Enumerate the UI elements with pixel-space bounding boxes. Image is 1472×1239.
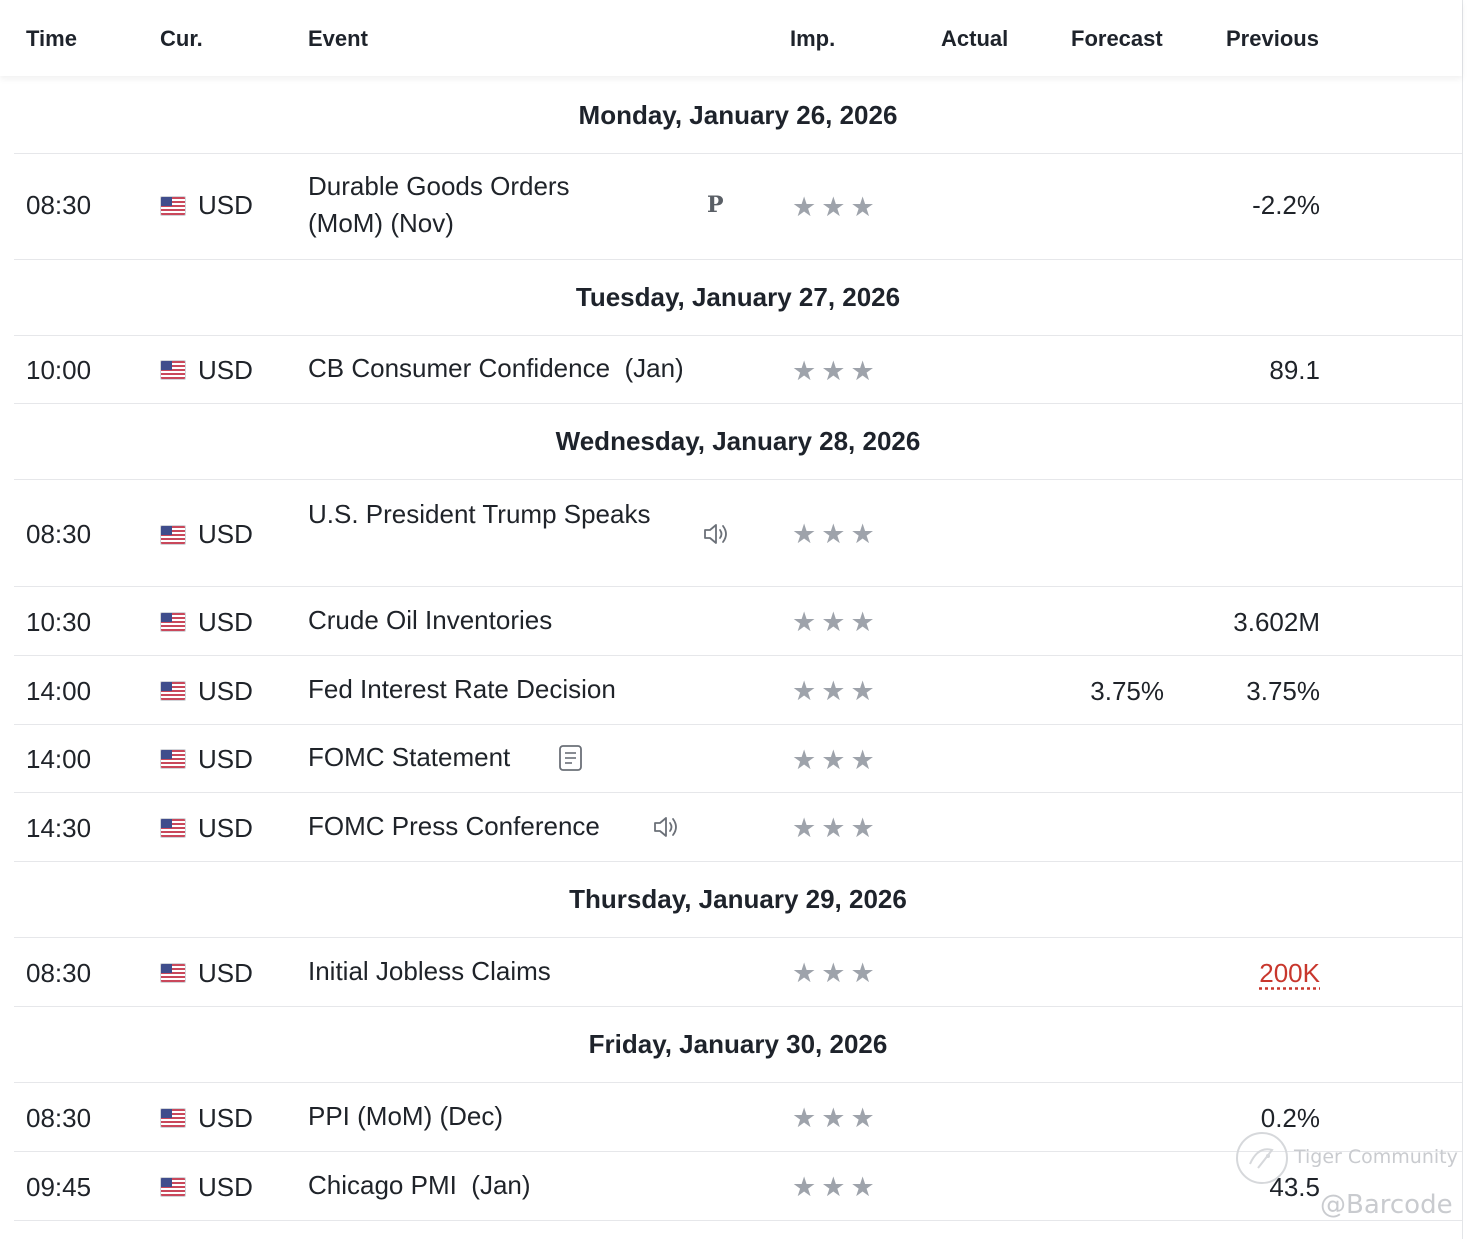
- us-flag-icon: [160, 612, 186, 632]
- star-icon: ★: [792, 745, 817, 775]
- star-icon: ★: [850, 676, 875, 706]
- star-icon: ★: [792, 1103, 817, 1133]
- importance-stars: [792, 521, 880, 547]
- header-forecast[interactable]: Forecast: [1071, 26, 1163, 51]
- date-header-monday: [14, 77, 1462, 154]
- event-previous: 89.1: [1269, 355, 1320, 385]
- table-row[interactable]: [14, 725, 1462, 793]
- star-icon: ★: [792, 813, 817, 843]
- star-icon: ★: [821, 676, 846, 706]
- event-currency: USD: [198, 676, 253, 706]
- star-icon: ★: [792, 519, 817, 549]
- us-flag-icon: [160, 818, 186, 838]
- date-label: Wednesday, January 28, 2026: [555, 426, 921, 456]
- watermark-brand: Tiger Community: [1294, 1146, 1458, 1168]
- us-flag-icon: [160, 360, 186, 380]
- watermark-handle: @Barcode: [1320, 1190, 1453, 1220]
- event-currency: USD: [198, 607, 253, 637]
- star-icon: ★: [850, 813, 875, 843]
- importance-stars: [792, 1174, 880, 1200]
- star-icon: ★: [850, 356, 875, 386]
- star-icon: ★: [792, 356, 817, 386]
- star-icon: ★: [821, 958, 846, 988]
- date-label: Tuesday, January 27, 2026: [575, 282, 901, 312]
- date-label: Thursday, January 29, 2026: [569, 884, 907, 914]
- star-icon: ★: [821, 813, 846, 843]
- importance-stars: [792, 678, 880, 704]
- importance-stars: [792, 747, 880, 773]
- us-flag-icon: [160, 749, 186, 769]
- preliminary-badge-icon: P: [707, 192, 724, 218]
- table-row[interactable]: [14, 656, 1462, 725]
- event-time: 14:00: [26, 676, 92, 706]
- header-previous[interactable]: Previous: [1226, 26, 1319, 51]
- importance-stars: [792, 194, 880, 220]
- importance-stars: [792, 1105, 880, 1131]
- event-previous: 43.5: [1269, 1172, 1320, 1202]
- us-flag-icon: [160, 681, 186, 701]
- event-currency: USD: [198, 744, 253, 774]
- date-header-tuesday: [14, 260, 1462, 336]
- tiger-logo-icon: [1236, 1132, 1288, 1184]
- header-currency[interactable]: Cur.: [160, 26, 203, 51]
- event-previous: -2.2%: [1252, 190, 1320, 220]
- event-time: 10:00: [26, 355, 92, 385]
- event-currency: USD: [198, 355, 253, 385]
- star-icon: ★: [850, 745, 875, 775]
- us-flag-icon: [160, 196, 186, 216]
- star-icon: ★: [850, 519, 875, 549]
- event-previous: 3.75%: [1246, 676, 1320, 706]
- header-event[interactable]: Event: [308, 26, 368, 51]
- event-previous: 3.602M: [1233, 607, 1320, 637]
- event-name[interactable]: Initial Jobless Claims: [308, 956, 551, 986]
- star-icon: ★: [821, 356, 846, 386]
- us-flag-icon: [160, 963, 186, 983]
- event-previous: 0.2%: [1260, 1103, 1320, 1133]
- table-row[interactable]: [14, 480, 1462, 587]
- table-right-border: [1462, 0, 1463, 1239]
- event-time: 08:30: [26, 190, 92, 220]
- star-icon: ★: [850, 958, 875, 988]
- star-icon: ★: [792, 958, 817, 988]
- header-importance[interactable]: Imp.: [790, 26, 836, 51]
- star-icon: ★: [792, 192, 817, 222]
- event-name[interactable]: Crude Oil Inventories: [308, 605, 553, 635]
- event-name[interactable]: U.S. President Trump Speaks: [308, 499, 651, 529]
- star-icon: ★: [792, 607, 817, 637]
- event-time: 09:45: [26, 1172, 92, 1202]
- table-row[interactable]: [14, 336, 1462, 404]
- table-header: [0, 0, 1462, 76]
- event-previous-revised[interactable]: 200K: [1259, 958, 1320, 988]
- table-row[interactable]: [14, 938, 1462, 1007]
- event-name[interactable]: Chicago PMI (Jan): [308, 1170, 531, 1200]
- event-currency: USD: [198, 813, 253, 843]
- event-currency: USD: [198, 190, 253, 220]
- table-row[interactable]: [14, 793, 1462, 862]
- event-currency: USD: [198, 1103, 253, 1133]
- event-name[interactable]: FOMC Statement: [308, 742, 511, 772]
- date-header-wednesday: [14, 404, 1462, 480]
- event-currency: USD: [198, 958, 253, 988]
- event-name[interactable]: Fed Interest Rate Decision: [308, 674, 616, 704]
- event-forecast: 3.75%: [1090, 676, 1164, 706]
- star-icon: ★: [850, 607, 875, 637]
- event-time: 08:30: [26, 519, 92, 549]
- importance-stars: [792, 815, 880, 841]
- star-icon: ★: [821, 1172, 846, 1202]
- event-time: 14:00: [26, 744, 92, 774]
- header-actual[interactable]: Actual: [941, 26, 1009, 51]
- star-icon: ★: [821, 192, 846, 222]
- us-flag-icon: [160, 525, 186, 545]
- star-icon: ★: [792, 1172, 817, 1202]
- table-row[interactable]: [14, 587, 1462, 656]
- star-icon: ★: [821, 1103, 846, 1133]
- event-name[interactable]: FOMC Press Conference: [308, 811, 600, 841]
- event-name[interactable]: CB Consumer Confidence (Jan): [308, 353, 684, 383]
- star-icon: ★: [821, 519, 846, 549]
- us-flag-icon: [160, 1108, 186, 1128]
- event-currency: USD: [198, 1172, 253, 1202]
- date-label: Friday, January 30, 2026: [588, 1029, 888, 1059]
- star-icon: ★: [792, 676, 817, 706]
- event-name-line2: (MoM) (Nov): [308, 208, 454, 238]
- importance-stars: [792, 960, 880, 986]
- event-time: 14:30: [26, 813, 92, 843]
- star-icon: ★: [850, 192, 875, 222]
- event-time: 08:30: [26, 1103, 92, 1133]
- event-currency: USD: [198, 519, 253, 549]
- document-icon[interactable]: [558, 744, 584, 777]
- us-flag-icon: [160, 1177, 186, 1197]
- date-header-friday: [14, 1007, 1462, 1083]
- event-name[interactable]: PPI (MoM) (Dec): [308, 1101, 503, 1131]
- speaker-icon[interactable]: [702, 520, 732, 553]
- event-name-line1: Durable Goods Orders: [308, 171, 570, 201]
- star-icon: ★: [850, 1172, 875, 1202]
- table-row[interactable]: [14, 154, 1462, 260]
- star-icon: ★: [821, 745, 846, 775]
- speaker-icon[interactable]: [652, 813, 682, 846]
- date-header-thursday: [14, 862, 1462, 938]
- star-icon: ★: [821, 607, 846, 637]
- date-label: Monday, January 26, 2026: [578, 100, 898, 130]
- star-icon: ★: [850, 1103, 875, 1133]
- importance-stars: [792, 358, 880, 384]
- event-name[interactable]: [308, 168, 570, 242]
- header-time[interactable]: Time: [26, 26, 77, 51]
- event-time: 10:30: [26, 607, 92, 637]
- event-time: 08:30: [26, 958, 92, 988]
- importance-stars: [792, 609, 880, 635]
